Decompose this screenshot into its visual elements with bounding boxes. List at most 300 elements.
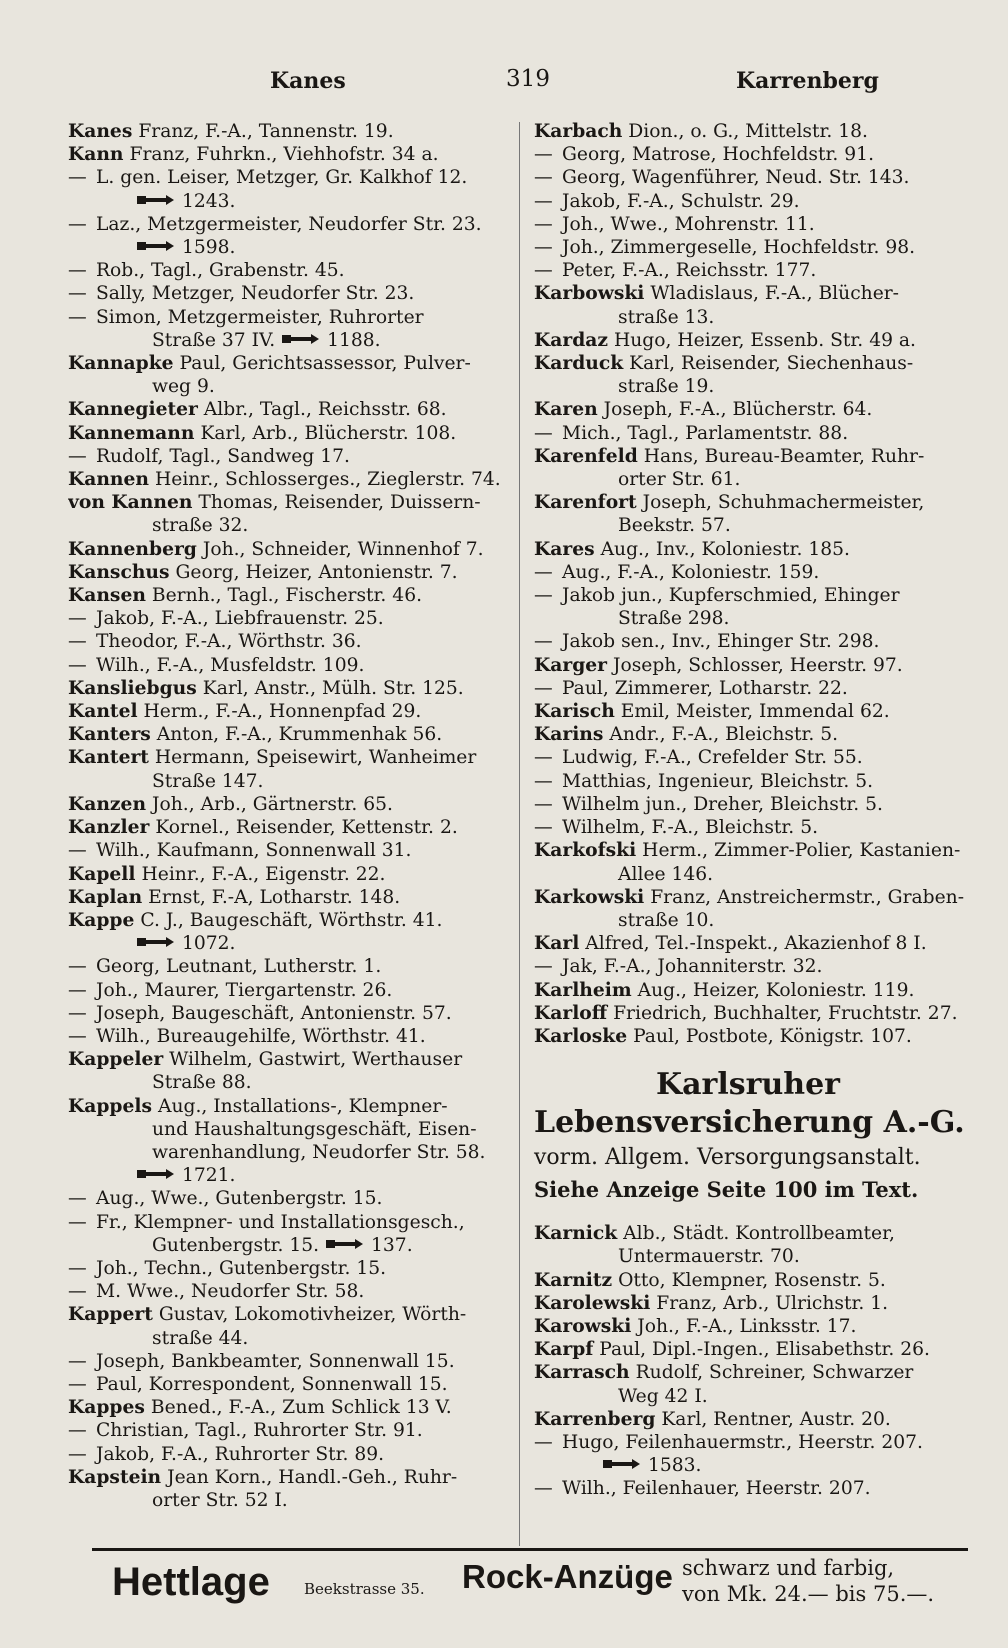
directory-entry [534, 1002, 970, 1025]
continuation-text: straße 32. [152, 515, 249, 537]
entry-surname: Karpf [534, 1338, 594, 1361]
ditto-dash: — [534, 213, 553, 235]
entry-details: Rudolf, Schreiner, Schwarzer [635, 1362, 914, 1384]
entry-continuation [68, 770, 508, 793]
continuation-text: straße 13. [618, 306, 715, 328]
telephone-receiver-icon [136, 191, 176, 209]
directory-entry [68, 538, 508, 561]
entry-details: Joseph, Schuhmachermeister, [642, 492, 925, 514]
entry-details: Jakob, F.-A., Schulstr. 29. [561, 190, 800, 212]
directory-subentry [534, 1431, 970, 1454]
ditto-dash: — [534, 144, 553, 166]
entry-details: Wilhelm jun., Dreher, Bleichstr. 5. [561, 793, 883, 815]
directory-entry [68, 143, 508, 166]
phone-number: 1583. [648, 1455, 702, 1477]
directory-subentry [534, 1477, 970, 1500]
directory-subentry [534, 584, 970, 607]
entry-details: Aug., Inv., Koloniestr. 185. [600, 538, 850, 560]
ditto-dash: — [68, 283, 87, 305]
ditto-dash: — [68, 306, 87, 328]
entry-details: Karl, Rentner, Austr. 20. [661, 1408, 891, 1430]
directory-entry [534, 1315, 970, 1338]
directory-subentry [68, 1443, 508, 1466]
directory-entry [534, 700, 970, 723]
entry-surname: Kappes [68, 1396, 145, 1419]
entry-details: Joh., Maurer, Tiergartenstr. 26. [95, 979, 393, 1001]
ditto-dash: — [68, 1350, 87, 1372]
directory-subentry [68, 306, 508, 329]
directory-entry [534, 886, 970, 909]
directory-subentry [534, 561, 970, 584]
directory-subentry [534, 166, 970, 189]
ditto-dash: — [534, 631, 553, 653]
entry-details: Mich., Tagl., Parlamentstr. 88. [561, 422, 849, 444]
continuation-text: Straße 88. [152, 1072, 252, 1094]
entry-surname: Karrasch [534, 1361, 630, 1384]
entry-continuation [534, 863, 970, 886]
ditto-dash: — [68, 1025, 87, 1047]
directory-entry [68, 1048, 508, 1071]
phone-number: 1188. [327, 329, 381, 351]
directory-subentry [534, 630, 970, 653]
directory-subentry [534, 677, 970, 700]
entry-continuation [68, 1327, 508, 1350]
entry-surname: Karisch [534, 700, 615, 723]
entry-continuation [534, 1245, 970, 1268]
entry-details: Aug., Heizer, Koloniestr. 119. [637, 979, 915, 1001]
entry-details: Wilhelm, Gastwirt, Werthauser [169, 1049, 463, 1071]
directory-entry [534, 1222, 970, 1245]
directory-entry [534, 932, 970, 955]
continuation-text: straße 44. [152, 1327, 249, 1349]
entry-surname: Kantel [68, 700, 138, 723]
entry-details: Georg, Heizer, Antonienstr. 7. [175, 561, 458, 583]
entry-details: Ernst, F.-A, Lotharstr. 148. [148, 886, 401, 908]
header-left-word: Kanes [270, 68, 346, 94]
entry-details: Bernh., Tagl., Fischerstr. 46. [151, 585, 423, 607]
entry-details: Sally, Metzger, Neudorfer Str. 23. [95, 283, 415, 305]
footer-street: Beekstrasse 35. [304, 1580, 425, 1598]
entry-continuation [68, 514, 508, 537]
entry-surname: Karloff [534, 1001, 608, 1024]
entry-surname: Karger [534, 653, 607, 676]
ditto-dash: — [534, 422, 553, 444]
entry-continuation [68, 375, 508, 398]
entry-surname: Karen [534, 398, 598, 421]
entry-details: Karl, Reisender, Siechenhaus- [629, 353, 914, 375]
directory-subentry [534, 143, 970, 166]
directory-subentry [68, 1002, 508, 1025]
entry-details: Franz, F.-A., Tannenstr. 19. [138, 121, 394, 142]
entry-details: Emil, Meister, Immendal 62. [620, 701, 890, 723]
entry-details: Georg, Matrose, Hochfeldstr. 91. [561, 144, 875, 166]
ditto-dash: — [68, 654, 87, 676]
entry-details: C. J., Baugeschäft, Wörthstr. 41. [140, 909, 443, 931]
entry-surname: Karrenberg [534, 1407, 656, 1430]
continuation-text: weg 9. [152, 376, 215, 398]
entry-details: Jean Korn., Handl.-Geh., Ruhr- [167, 1466, 458, 1488]
entry-details: Hans, Bureau-Beamter, Ruhr- [643, 445, 925, 467]
phone-number: 137. [371, 1234, 413, 1256]
continuation-text: Beekstr. 57. [618, 515, 731, 537]
entry-details: Wilh., F.-A., Musfeldstr. 109. [95, 654, 365, 676]
continuation-text: Straße 37 IV. [152, 329, 276, 351]
entry-details: Laz., Metzgermeister, Neudorfer Str. 23. [95, 213, 482, 235]
entry-details: Franz, Fuhrkn., Viehhofstr. 34 a. [129, 144, 439, 166]
ditto-dash: — [534, 237, 553, 259]
ditto-dash: — [68, 1420, 87, 1442]
entry-details: Karl, Arb., Blücherstr. 108. [200, 422, 457, 444]
entry-continuation [68, 329, 508, 352]
ditto-dash: — [68, 1211, 87, 1233]
entry-continuation [534, 375, 970, 398]
ditto-dash: — [68, 260, 87, 282]
entry-continuation [68, 1071, 508, 1094]
ditto-dash: — [534, 677, 553, 699]
directory-entry [68, 352, 508, 375]
entry-continuation [534, 1385, 970, 1408]
entry-surname: Karduck [534, 352, 624, 375]
continuation-text: straße 10. [618, 909, 715, 931]
entry-details: Jak, F.-A., Johanniterstr. 32. [561, 956, 823, 978]
continuation-text: und Haushaltungsgeschäft, Eisen- [152, 1118, 477, 1140]
directory-subentry [68, 282, 508, 305]
entry-surname: Kanters [68, 723, 151, 746]
phone-line [68, 236, 508, 259]
ditto-dash: — [534, 585, 553, 607]
ditto-dash: — [534, 1478, 553, 1500]
ad-line-3: vorm. Allgem. Versorgungsanstalt. [534, 1145, 921, 1171]
directory-entry [534, 979, 970, 1002]
phone-number: 1721. [182, 1165, 236, 1187]
entry-details: Paul, Zimmerer, Lotharstr. 22. [561, 677, 848, 699]
directory-entry [534, 398, 970, 421]
ditto-dash: — [534, 260, 553, 282]
entry-surname: Kappeler [68, 1048, 164, 1071]
directory-entry [68, 746, 508, 769]
ad-line-4: Siehe Anzeige Seite 100 im Text. [534, 1177, 919, 1203]
header-right-word: Karrenberg [736, 68, 879, 94]
entry-details: Joseph, Baugeschäft, Antonienstr. 57. [95, 1002, 452, 1024]
entry-surname: Karowski [534, 1314, 632, 1337]
ditto-dash: — [534, 190, 553, 212]
ditto-dash: — [534, 561, 553, 583]
entry-details: Peter, F.-A., Reichsstr. 177. [561, 260, 817, 282]
entry-surname: Kansliebgus [68, 676, 197, 699]
right-column [534, 120, 970, 1501]
continuation-text: Straße 147. [152, 770, 264, 792]
ditto-dash: — [68, 956, 87, 978]
directory-entry [68, 561, 508, 584]
ditto-dash: — [68, 979, 87, 1001]
entry-surname: Karenfort [534, 491, 637, 514]
ditto-dash: — [534, 167, 553, 189]
directory-subentry [534, 746, 970, 769]
entry-details: Gustav, Lokomotivheizer, Wörth- [158, 1304, 467, 1326]
entry-details: Joh., Wwe., Mohrenstr. 11. [561, 213, 815, 235]
directory-entry [68, 700, 508, 723]
entry-details: Paul, Korrespondent, Sonnenwall 15. [95, 1373, 448, 1395]
entry-surname: Kaplan [68, 885, 143, 908]
entry-surname: Kansen [68, 584, 146, 607]
footer-slogan-line-2: von Mk. 24.— bis 75.—. [682, 1582, 935, 1606]
entry-surname: von Kannen [68, 491, 193, 514]
entry-details: Joseph, Schlosser, Heerstr. 97. [612, 654, 903, 676]
entry-details: Herm., Zimmer-Polier, Kastanien- [642, 840, 961, 862]
directory-subentry [68, 955, 508, 978]
directory-entry [534, 538, 970, 561]
entry-surname: Kannenberg [68, 537, 197, 560]
directory-entry [68, 816, 508, 839]
entry-details: Ludwig, F.-A., Crefelder Str. 55. [561, 747, 863, 769]
entry-continuation [68, 1489, 508, 1512]
directory-subentry [68, 839, 508, 862]
directory-subentry [534, 190, 970, 213]
ditto-dash: — [534, 1431, 553, 1453]
directory-entry [534, 654, 970, 677]
entry-details: Hugo, Feilenhauermstr., Heerstr. 207. [561, 1431, 923, 1453]
telephone-receiver-icon [602, 1455, 642, 1473]
ditto-dash: — [68, 213, 87, 235]
entry-details: Theodor, F.-A., Wörthstr. 36. [95, 631, 362, 653]
entry-details: Aug., Installations-, Klempner- [157, 1095, 448, 1117]
directory-entry [68, 398, 508, 421]
entry-details: Simon, Metzgermeister, Ruhrorter [95, 306, 424, 328]
directory-subentry [534, 770, 970, 793]
entry-details: Matthias, Ingenieur, Bleichstr. 5. [561, 770, 874, 792]
left-column [68, 120, 508, 1512]
entry-surname: Karlheim [534, 978, 632, 1001]
phone-line [68, 1164, 508, 1187]
entry-continuation [534, 306, 970, 329]
continuation-text: Weg 42 I. [618, 1385, 708, 1407]
directory-subentry [68, 1257, 508, 1280]
directory-subentry [534, 422, 970, 445]
entry-details: Alb., Städt. Kontrollbeamter, [623, 1223, 895, 1245]
running-head [60, 66, 950, 100]
entry-surname: Kappels [68, 1094, 152, 1117]
ad-line-1: Karlsruher [656, 1067, 840, 1103]
entry-details: Jakob, F.-A., Liebfrauenstr. 25. [95, 608, 384, 630]
continuation-text: Allee 146. [618, 863, 714, 885]
entry-details: Hermann, Speisewirt, Wanheimer [154, 747, 477, 769]
directory-entry [68, 422, 508, 445]
directory-entry [534, 723, 970, 746]
directory-entry [534, 1338, 970, 1361]
entry-surname: Karbach [534, 120, 623, 142]
ditto-dash: — [534, 956, 553, 978]
footer-product: Rock-Anzüge [462, 1558, 673, 1595]
entry-details: Joh., Techn., Gutenbergstr. 15. [95, 1257, 387, 1279]
entry-details: Paul, Gerichtsassessor, Pulver- [179, 353, 471, 375]
entry-surname: Karnitz [534, 1268, 613, 1291]
entry-surname: Kappert [68, 1303, 153, 1326]
directory-entry [68, 468, 508, 491]
footer-slogan-line-1: schwarz und farbig, [682, 1556, 895, 1580]
entry-details: Dion., o. G., Mittelstr. 18. [628, 121, 868, 142]
directory-entry [534, 491, 970, 514]
entry-details: Kornel., Reisender, Kettenstr. 2. [155, 817, 458, 839]
ditto-dash: — [68, 1257, 87, 1279]
entry-surname: Karkowski [534, 885, 645, 908]
telephone-receiver-icon [136, 933, 176, 951]
entry-details: Aug., Wwe., Gutenbergstr. 15. [95, 1188, 383, 1210]
entry-details: Joseph, Bankbeamter, Sonnenwall 15. [95, 1350, 455, 1372]
ditto-dash: — [534, 747, 553, 769]
directory-entry [68, 120, 508, 143]
directory-subentry [68, 1187, 508, 1210]
continuation-text: Untermauerstr. 70. [618, 1246, 800, 1268]
entry-surname: Karkofski [534, 839, 637, 862]
entry-details: Hugo, Heizer, Essenb. Str. 49 a. [613, 329, 916, 351]
entry-surname: Kannapke [68, 352, 174, 375]
directory-subentry [534, 793, 970, 816]
directory-subentry [68, 213, 508, 236]
entry-details: Christian, Tagl., Ruhrorter Str. 91. [95, 1420, 423, 1442]
directory-entry [68, 909, 508, 932]
ditto-dash: — [68, 1281, 87, 1303]
ditto-dash: — [534, 770, 553, 792]
phone-number: 1243. [182, 190, 236, 212]
entry-details: Wladislaus, F.-A., Blücher- [650, 283, 900, 305]
entry-surname: Kannemann [68, 421, 195, 444]
directory-entry [534, 839, 970, 862]
entry-surname: Kanzen [68, 792, 147, 815]
entry-surname: Kannegieter [68, 398, 198, 421]
ditto-dash: — [68, 1188, 87, 1210]
entry-continuation [68, 1118, 508, 1141]
phone-number: 1072. [182, 933, 236, 955]
entry-details: M. Wwe., Neudorfer Str. 58. [95, 1281, 365, 1303]
entry-details: Fr., Klempner- und Installationsgesch., [95, 1211, 465, 1233]
directory-entry [534, 329, 970, 352]
telephone-receiver-icon [136, 1165, 176, 1183]
phone-line [68, 932, 508, 955]
ditto-dash: — [68, 1002, 87, 1024]
entry-surname: Karenfeld [534, 444, 638, 467]
directory-subentry [534, 213, 970, 236]
ditto-dash: — [534, 793, 553, 815]
entry-details: Franz, Arb., Ulrichstr. 1. [656, 1292, 889, 1314]
entry-details: Paul, Postbote, Königstr. 107. [633, 1025, 912, 1047]
entry-details: Anton, F.-A., Krummenhak 56. [156, 724, 443, 746]
entry-surname: Karbowski [534, 282, 645, 305]
entry-details: Wilh., Feilenhauer, Heerstr. 207. [561, 1478, 871, 1500]
entry-continuation [534, 514, 970, 537]
directory-entry [68, 1095, 508, 1118]
directory-subentry [534, 236, 970, 259]
directory-entry [68, 1396, 508, 1419]
entry-details: Otto, Klempner, Rosenstr. 5. [618, 1269, 886, 1291]
continuation-text: Gutenbergstr. 15. [152, 1234, 320, 1256]
directory-subentry [68, 1211, 508, 1234]
directory-subentry [68, 654, 508, 677]
entry-continuation [68, 1234, 508, 1257]
directory-subentry [68, 166, 508, 189]
phone-line [68, 190, 508, 213]
footer-brand: Hettlage [112, 1560, 270, 1604]
directory-subentry [68, 1280, 508, 1303]
ditto-dash: — [68, 608, 87, 630]
directory-entry [68, 1466, 508, 1489]
directory-subentry [68, 1419, 508, 1442]
entry-surname: Karolewski [534, 1291, 651, 1314]
directory-entry [68, 863, 508, 886]
entry-details: Georg, Wagenführer, Neud. Str. 143. [561, 167, 910, 189]
phone-line [534, 1454, 970, 1477]
entry-surname: Kanschus [68, 560, 170, 583]
entry-details: Jakob, F.-A., Ruhrorter Str. 89. [95, 1443, 385, 1465]
directory-subentry [534, 259, 970, 282]
entry-surname: Karins [534, 723, 604, 746]
entry-details: Heinr., F.-A., Eigenstr. 22. [141, 863, 386, 885]
entry-details: Joh., Zimmergeselle, Hochfeldstr. 98. [561, 237, 916, 259]
entry-details: Georg, Leutnant, Lutherstr. 1. [95, 956, 382, 978]
continuation-text: orter Str. 61. [618, 469, 741, 491]
entry-details: Joseph, F.-A., Blücherstr. 64. [603, 399, 873, 421]
directory-entry [534, 1269, 970, 1292]
entry-details: Heinr., Schlosserges., Zieglerstr. 74. [154, 469, 501, 491]
entry-details: Jakob sen., Inv., Ehinger Str. 298. [561, 631, 880, 653]
directory-subentry [68, 979, 508, 1002]
entry-details: Joh., F.-A., Linksstr. 17. [637, 1315, 857, 1337]
entry-surname: Karl [534, 932, 580, 955]
directory-entry [68, 491, 508, 514]
entry-surname: Kardaz [534, 328, 608, 351]
ditto-dash: — [68, 840, 87, 862]
entry-details: Joh., Arb., Gärtnerstr. 65. [151, 793, 393, 815]
continuation-text: warenhandlung, Neudorfer Str. 58. [152, 1141, 486, 1163]
entry-surname: Kapell [68, 862, 136, 885]
ditto-dash: — [534, 817, 553, 839]
entry-details: Friedrich, Buchhalter, Fruchtstr. 27. [613, 1002, 958, 1024]
entry-surname: Kanes [68, 120, 133, 142]
directory-entry [68, 584, 508, 607]
directory-entry [534, 1361, 970, 1384]
entry-details: Aug., F.-A., Koloniestr. 159. [561, 561, 820, 583]
right-column-bottom [534, 1222, 970, 1500]
footer-advertisement [92, 1554, 968, 1620]
directory-subentry [534, 816, 970, 839]
ad-line-2: Lebensversicherung A.-G. [534, 1105, 965, 1141]
directory-subentry [68, 1350, 508, 1373]
column-divider [519, 122, 520, 1546]
entry-details: Andr., F.-A., Bleichstr. 5. [609, 724, 839, 746]
directory-entry [68, 793, 508, 816]
entry-surname: Kantert [68, 746, 149, 769]
entry-details: Franz, Anstreichermstr., Graben- [650, 886, 965, 908]
telephone-receiver-icon [136, 237, 176, 255]
directory-entry [534, 352, 970, 375]
entry-surname: Karloske [534, 1024, 628, 1047]
directory-entry [68, 723, 508, 746]
phone-number: 1598. [182, 237, 236, 259]
entry-details: Rob., Tagl., Grabenstr. 45. [95, 260, 345, 282]
page-number: 319 [506, 66, 550, 92]
entry-details: Wilhelm, F.-A., Bleichstr. 5. [561, 817, 819, 839]
entry-continuation [534, 607, 970, 630]
ditto-dash: — [68, 167, 87, 189]
telephone-receiver-icon [325, 1235, 365, 1253]
entry-details: Jakob jun., Kupferschmied, Ehinger [561, 585, 900, 607]
entry-details: Paul, Dipl.-Ingen., Elisabethstr. 26. [599, 1339, 930, 1361]
directory-entry [68, 677, 508, 700]
continuation-text: straße 19. [618, 376, 715, 398]
right-column-top [534, 120, 970, 1048]
entry-surname: Karnick [534, 1222, 618, 1245]
directory-entry [534, 1408, 970, 1431]
entry-details: Rudolf, Tagl., Sandweg 17. [95, 445, 350, 467]
